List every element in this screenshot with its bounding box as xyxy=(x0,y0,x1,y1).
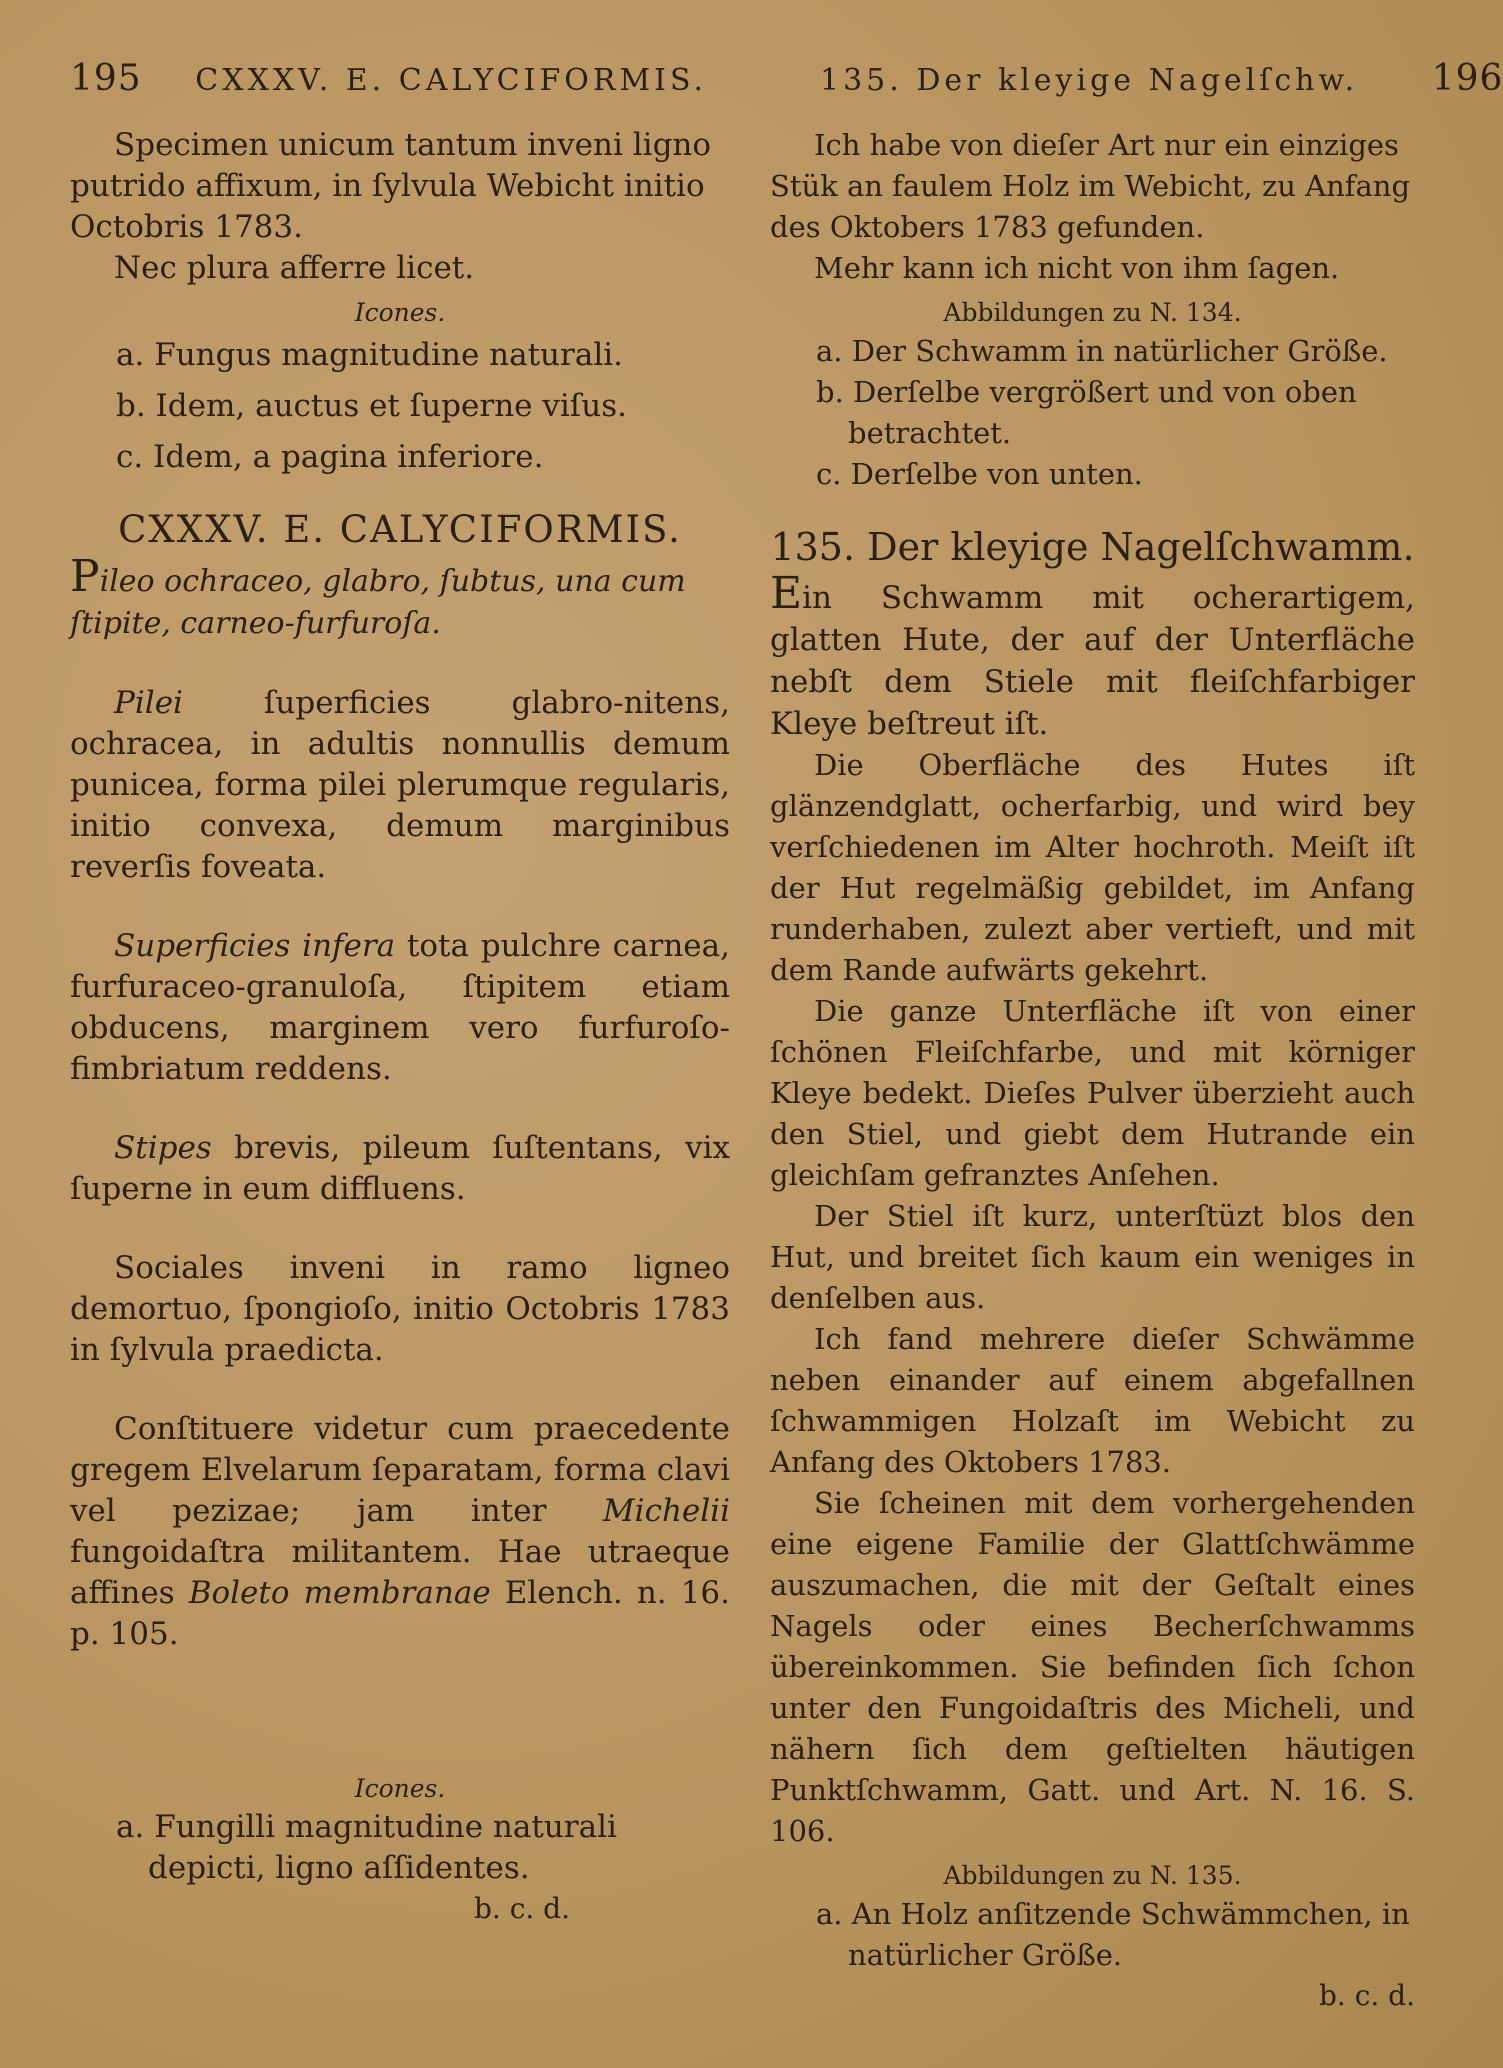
right-paragraph: Die Oberfläche des Hutes iſt glänzendglatt, ocherfarbig, und wird bey verſchiedenen im Alter hochroth. Meiſt iſt der Hut regelmäßig gebildet, im Anfang runderhaben, zulezt aber vertieft, und mit dem Rande aufwärts gekehrt. xyxy=(770,748,1415,987)
left-running-title: CXXXV. E. CALYCIFORMIS. xyxy=(195,63,708,98)
right-prev-icon-item: a. Der Schwamm in natürlicher Größe. xyxy=(816,334,1388,368)
left-icones-more: b. c. d. xyxy=(473,1892,570,1925)
right-icones-more: b. c. d. xyxy=(1318,1979,1415,2012)
left-diagnosis xyxy=(70,551,730,645)
left-diagnosis-initial: P xyxy=(70,551,100,602)
right-diagnosis xyxy=(770,568,1415,745)
right-running-header xyxy=(820,58,1503,99)
right-page-number: 196 xyxy=(1431,58,1503,99)
left-prev-paragraph: Specimen unicum tantum inveni ligno putrido affixum, in ſylvula Webicht initio Octobris 1783. xyxy=(70,127,712,245)
right-paragraph: Ich fand mehrere dieſer Schwämme neben einander auf einem abgefallnen ſchwammigen Holzaſt im Webicht zu Anfang des Oktobers 1783. xyxy=(770,1322,1415,1479)
left-final-paragraph: Conſtituere videtur cum praecedente gregem Elvelarum ſeparatam, forma clavi vel pezizae; jam inter Michelii fungoidaſtra militantem. Hae utraeque affines Boleto membranae Elench. n. 16. p. 105. xyxy=(70,1411,730,1652)
right-prev-icon-item: b. Derſelbe vergrößert und von oben betrachtet. xyxy=(816,375,1357,450)
right-body xyxy=(770,125,1415,2016)
left-page-number: 195 xyxy=(70,58,142,99)
left-diagnosis-text: ileo ochraceo, glabro, ſubtus, una cum ſtipite, carneo-furfuroſa. xyxy=(70,564,686,641)
right-paragraph: Sie ſcheinen mit dem vorhergehenden eine eigene Familie der Glattſchwämme auszumachen, die mit der Geſtalt eines Nagels oder eines Becherſchwamms übereinkommen. Sie befinden ſich ſchon unter den Fungoidaſtris des Micheli, und nähern ſich dem geſtielten häutigen Punktſchwamm, Gatt. und Art. N. 16. S. 106. xyxy=(770,1486,1415,1848)
right-section-title: 135. Der kleyige Nagelſchwamm. xyxy=(770,525,1415,569)
right-prev-paragraph: Ich habe von dieſer Art nur ein einziges Stük an faulem Holz im Webicht, zu Anfang des Oktobers 1783 gefunden. xyxy=(770,128,1411,244)
left-prev-icon-item: a. Fungus magnitudine naturali. xyxy=(116,337,624,373)
right-prev-icon-item: c. Derſelbe von unten. xyxy=(816,457,1143,491)
left-paragraph: Pilei ſuperficies glabro-nitens, ochracea, in adultis nonnullis demum punicea, forma pilei plerumque regularis, initio convexa, demum marginibus reverſis foveata. xyxy=(70,685,730,885)
right-icon-item: a. An Holz anſitzende Schwämmchen, in natürlicher Größe. xyxy=(816,1897,1410,1972)
left-section-title: CXXXV. E. CALYCIFORMIS. xyxy=(118,508,682,551)
right-icones-title: Abbildungen zu N. 135. xyxy=(943,1861,1242,1890)
left-icones-title: Icones. xyxy=(354,1774,446,1803)
right-diagnosis-initial: E xyxy=(770,568,803,619)
right-paragraph: Die ganze Unterfläche iſt von einer ſchönen Fleiſchfarbe, und mit körniger Kleye bedekt. Dieſes Pulver überzieht auch den Stiel, und giebt dem Hutrande ein gleichſam gefranztes Anſehen. xyxy=(770,994,1415,1192)
left-paragraph: Superficies infera tota pulchre carnea, furfuraceo-granuloſa, ſtipitem etiam obducens, marginem vero furfuroſo-fimbriatum reddens. xyxy=(70,928,730,1087)
left-icon-item: a. Fungilli magnitudine naturali depicti, ligno aſſidentes. xyxy=(116,1809,617,1886)
left-body xyxy=(70,125,730,1929)
right-paragraph: Der Stiel iſt kurz, unterſtüzt blos den Hut, und breitet ſich kaum ein weniges in denſelben aus. xyxy=(770,1199,1415,1315)
right-prev-paragraph: Mehr kann ich nicht von ihm ſagen. xyxy=(814,251,1340,285)
left-paragraph: Sociales inveni in ramo ligneo demortuo, ſpongioſo, initio Octobris 1783 in ſylvula praedicta. xyxy=(70,1250,730,1368)
left-running-header xyxy=(70,58,707,99)
left-prev-icones-title: Icones. xyxy=(354,298,446,327)
left-paragraph: Stipes brevis, pileum ſuſtentans, vix ſuperne in eum diffluens. xyxy=(70,1130,730,1207)
left-prev-icon-item: c. Idem, a pagina inferiore. xyxy=(116,439,544,475)
left-prev-icon-item: b. Idem, auctus et ſuperne viſus. xyxy=(116,388,627,424)
right-prev-icones-title: Abbildungen zu N. 134. xyxy=(943,298,1242,327)
left-prev-paragraph: Nec plura afferre licet. xyxy=(114,250,475,286)
right-running-title: 135. Der kleyige Nagelſchw. xyxy=(820,63,1359,98)
right-diagnosis-text: in Schwamm mit ocherartigem, glatten Hute, der auf der Unterfläche nebſt dem Stiele mit fleiſchfarbiger Kleye beſtreut iſt. xyxy=(770,580,1415,742)
